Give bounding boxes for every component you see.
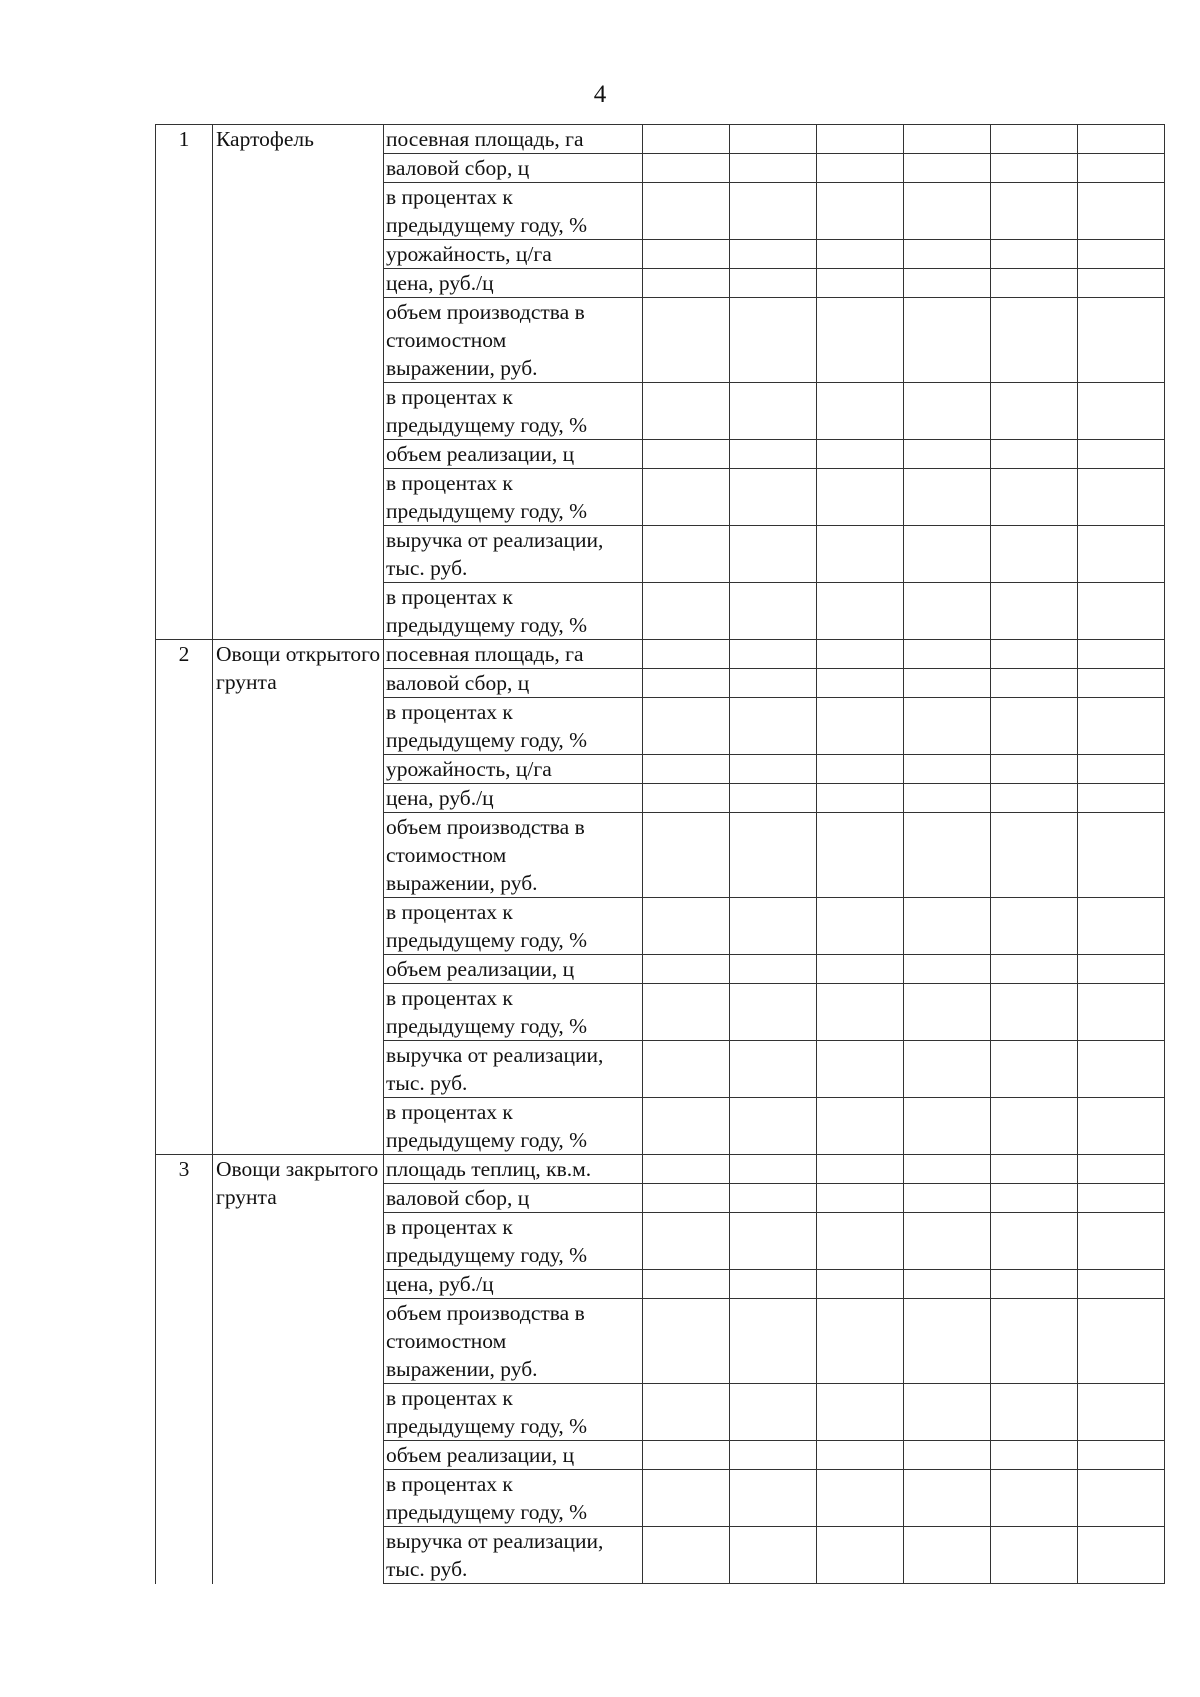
value-cell [1078, 669, 1165, 698]
value-cell [643, 955, 730, 984]
value-cell [991, 784, 1078, 813]
value-cell [991, 583, 1078, 640]
value-cell [904, 183, 991, 240]
indicator-line: стоимостном [386, 328, 507, 352]
value-cell [1078, 183, 1165, 240]
indicator-line: тыс. руб. [386, 1071, 468, 1095]
indicator-cell [384, 955, 643, 984]
value-cell [730, 813, 817, 898]
indicator-line: предыдущему году, % [386, 1414, 588, 1438]
table-row [156, 125, 1165, 154]
indicator-line: посевная площадь, га [386, 127, 584, 151]
page-number: 4 [593, 81, 607, 108]
indicator-line: в процентах к [386, 585, 513, 609]
value-cell [991, 640, 1078, 669]
indicator-cell [384, 1270, 643, 1299]
indicator-line: цена, руб./ц [386, 1272, 494, 1296]
value-cell [643, 813, 730, 898]
indicator-line: объем реализации, ц [386, 957, 575, 981]
indicator-line: предыдущему году, % [386, 1243, 588, 1267]
value-cell [730, 984, 817, 1041]
indicator-line: выручка от реализации, [386, 1043, 604, 1067]
value-cell [904, 1527, 991, 1584]
value-cell [817, 1098, 904, 1155]
value-cell [817, 955, 904, 984]
value-cell [643, 1041, 730, 1098]
value-cell [1078, 898, 1165, 955]
value-cell [643, 1384, 730, 1441]
value-cell [643, 1527, 730, 1584]
value-cell [817, 1441, 904, 1470]
value-cell [991, 240, 1078, 269]
value-cell [730, 898, 817, 955]
value-cell [904, 1098, 991, 1155]
value-cell [817, 469, 904, 526]
value-cell [817, 813, 904, 898]
value-cell [991, 526, 1078, 583]
value-cell [1078, 269, 1165, 298]
value-cell [730, 469, 817, 526]
value-cell [904, 1384, 991, 1441]
indicator-line: стоимостном [386, 843, 507, 867]
value-cell [904, 1213, 991, 1270]
value-cell [1078, 1213, 1165, 1270]
value-cell [643, 154, 730, 183]
indicator-cell [384, 1384, 643, 1441]
value-cell [817, 640, 904, 669]
value-cell [730, 784, 817, 813]
value-cell [643, 298, 730, 383]
indicator-cell [384, 469, 643, 526]
indicator-cell [384, 1299, 643, 1384]
value-cell [643, 383, 730, 440]
value-cell [817, 583, 904, 640]
value-cell [817, 1527, 904, 1584]
indicator-line: в процентах к [386, 385, 513, 409]
value-cell [1078, 984, 1165, 1041]
indicator-line: предыдущему году, % [386, 1128, 588, 1152]
indicator-line: предыдущему году, % [386, 613, 588, 637]
indicator-cell [384, 898, 643, 955]
indicator-line: тыс. руб. [386, 1557, 468, 1581]
value-cell [1078, 955, 1165, 984]
value-cell [991, 955, 1078, 984]
value-cell [904, 440, 991, 469]
indicator-cell [384, 154, 643, 183]
value-cell [1078, 1041, 1165, 1098]
value-cell [904, 240, 991, 269]
value-cell [991, 1470, 1078, 1527]
indicator-line: площадь теплиц, кв.м. [386, 1157, 592, 1181]
value-cell [817, 125, 904, 154]
value-cell [991, 755, 1078, 784]
indicator-cell [384, 1184, 643, 1213]
value-cell [643, 240, 730, 269]
indicator-line: в процентах к [386, 1100, 513, 1124]
indicator-cell [384, 755, 643, 784]
value-cell [817, 1470, 904, 1527]
value-cell [904, 269, 991, 298]
value-cell [730, 298, 817, 383]
indicator-line: урожайность, ц/га [386, 757, 552, 781]
indicator-cell [384, 669, 643, 698]
value-cell [904, 125, 991, 154]
value-cell [817, 1184, 904, 1213]
value-cell [730, 269, 817, 298]
table-row [156, 1155, 1165, 1184]
value-cell [904, 1041, 991, 1098]
indicator-line: выручка от реализации, [386, 1529, 604, 1553]
indicator-line: в процентах к [386, 1386, 513, 1410]
indicator-line: выражении, руб. [386, 1357, 538, 1381]
value-cell [643, 1441, 730, 1470]
value-cell [904, 698, 991, 755]
indicator-cell [384, 984, 643, 1041]
value-cell [643, 669, 730, 698]
value-cell [730, 125, 817, 154]
value-cell [817, 240, 904, 269]
value-cell [1078, 1270, 1165, 1299]
value-cell [1078, 1384, 1165, 1441]
value-cell [1078, 1098, 1165, 1155]
value-cell [643, 1213, 730, 1270]
indicator-cell [384, 383, 643, 440]
value-cell [817, 1041, 904, 1098]
value-cell [817, 269, 904, 298]
value-cell [1078, 583, 1165, 640]
value-cell [643, 1470, 730, 1527]
value-cell [904, 383, 991, 440]
indicator-line: в процентах к [386, 185, 513, 209]
indicator-line: предыдущему году, % [386, 1014, 588, 1038]
value-cell [817, 755, 904, 784]
value-cell [991, 984, 1078, 1041]
value-cell [904, 298, 991, 383]
value-cell [991, 1441, 1078, 1470]
value-cell [904, 469, 991, 526]
value-cell [730, 154, 817, 183]
value-cell [643, 1155, 730, 1184]
value-cell [730, 698, 817, 755]
value-cell [730, 755, 817, 784]
value-cell [1078, 784, 1165, 813]
value-cell [904, 154, 991, 183]
value-cell [1078, 1184, 1165, 1213]
value-cell [1078, 755, 1165, 784]
value-cell [1078, 125, 1165, 154]
value-cell [991, 1270, 1078, 1299]
value-cell [643, 440, 730, 469]
value-cell [991, 383, 1078, 440]
indicator-line: объем производства в [386, 815, 585, 839]
value-cell [643, 125, 730, 154]
value-cell [991, 298, 1078, 383]
value-cell [991, 183, 1078, 240]
indicator-line: объем реализации, ц [386, 1443, 575, 1467]
value-cell [817, 183, 904, 240]
indicator-line: предыдущему году, % [386, 499, 588, 523]
indicator-line: в процентах к [386, 700, 513, 724]
indicator-line: предыдущему году, % [386, 928, 588, 952]
crop-name: Картофель [213, 125, 384, 640]
value-cell [991, 125, 1078, 154]
value-cell [817, 669, 904, 698]
value-cell [730, 640, 817, 669]
value-cell [1078, 1155, 1165, 1184]
indicator-cell [384, 640, 643, 669]
value-cell [643, 526, 730, 583]
value-cell [643, 984, 730, 1041]
value-cell [991, 898, 1078, 955]
value-cell [730, 1384, 817, 1441]
value-cell [1078, 698, 1165, 755]
indicator-line: предыдущему году, % [386, 728, 588, 752]
value-cell [643, 269, 730, 298]
value-cell [1078, 383, 1165, 440]
value-cell [817, 298, 904, 383]
indicator-line: валовой сбор, ц [386, 1186, 530, 1210]
value-cell [643, 640, 730, 669]
indicator-line: объем производства в [386, 1301, 585, 1325]
value-cell [730, 1041, 817, 1098]
value-cell [991, 698, 1078, 755]
value-cell [904, 898, 991, 955]
indicators-table [155, 124, 1165, 1584]
indicator-cell [384, 813, 643, 898]
indicator-line: в процентах к [386, 986, 513, 1010]
indicator-cell [384, 1527, 643, 1584]
value-cell [991, 669, 1078, 698]
value-cell [643, 469, 730, 526]
value-cell [730, 1213, 817, 1270]
indicator-line: в процентах к [386, 1215, 513, 1239]
value-cell [904, 1184, 991, 1213]
indicator-line: предыдущему году, % [386, 213, 588, 237]
value-cell [730, 1155, 817, 1184]
value-cell [904, 784, 991, 813]
indicator-cell [384, 1098, 643, 1155]
value-cell [730, 1299, 817, 1384]
value-cell [730, 383, 817, 440]
value-cell [991, 1184, 1078, 1213]
value-cell [991, 1527, 1078, 1584]
indicator-cell [384, 1470, 643, 1527]
indicator-cell [384, 1041, 643, 1098]
value-cell [817, 1213, 904, 1270]
row-number: 3 [156, 1155, 213, 1584]
value-cell [730, 1527, 817, 1584]
value-cell [991, 1098, 1078, 1155]
value-cell [643, 755, 730, 784]
value-cell [904, 1270, 991, 1299]
value-cell [1078, 1299, 1165, 1384]
value-cell [904, 640, 991, 669]
value-cell [817, 383, 904, 440]
value-cell [904, 813, 991, 898]
value-cell [817, 984, 904, 1041]
value-cell [817, 1155, 904, 1184]
indicator-line: выражении, руб. [386, 871, 538, 895]
value-cell [1078, 813, 1165, 898]
value-cell [817, 154, 904, 183]
indicator-cell [384, 1155, 643, 1184]
indicator-cell [384, 269, 643, 298]
crop-name: Овощи открытого грунта [213, 640, 384, 1155]
indicator-line: в процентах к [386, 1472, 513, 1496]
value-cell [730, 240, 817, 269]
row-number: 1 [156, 125, 213, 640]
indicator-line: предыдущему году, % [386, 413, 588, 437]
value-cell [1078, 240, 1165, 269]
value-cell [817, 698, 904, 755]
value-cell [1078, 1527, 1165, 1584]
indicator-cell [384, 125, 643, 154]
row-number: 2 [156, 640, 213, 1155]
value-cell [730, 1441, 817, 1470]
value-cell [904, 755, 991, 784]
crop-name: Овощи закрытого грунта [213, 1155, 384, 1584]
value-cell [1078, 640, 1165, 669]
indicator-line: тыс. руб. [386, 556, 468, 580]
value-cell [817, 898, 904, 955]
indicator-cell [384, 583, 643, 640]
indicator-line: валовой сбор, ц [386, 671, 530, 695]
value-cell [730, 1270, 817, 1299]
value-cell [817, 440, 904, 469]
value-cell [730, 183, 817, 240]
value-cell [904, 669, 991, 698]
value-cell [730, 669, 817, 698]
value-cell [1078, 154, 1165, 183]
indicator-line: выражении, руб. [386, 356, 538, 380]
value-cell [991, 440, 1078, 469]
indicator-line: посевная площадь, га [386, 642, 584, 666]
value-cell [817, 1270, 904, 1299]
value-cell [1078, 1470, 1165, 1527]
value-cell [991, 1155, 1078, 1184]
value-cell [1078, 1441, 1165, 1470]
value-cell [817, 526, 904, 583]
value-cell [904, 984, 991, 1041]
value-cell [1078, 469, 1165, 526]
value-cell [1078, 298, 1165, 383]
value-cell [817, 1384, 904, 1441]
indicator-line: выручка от реализации, [386, 528, 604, 552]
value-cell [904, 583, 991, 640]
indicator-cell [384, 526, 643, 583]
value-cell [904, 526, 991, 583]
value-cell [643, 1184, 730, 1213]
value-cell [643, 1270, 730, 1299]
value-cell [904, 955, 991, 984]
value-cell [643, 898, 730, 955]
value-cell [730, 526, 817, 583]
value-cell [991, 1299, 1078, 1384]
indicator-cell [384, 1213, 643, 1270]
indicator-line: объем производства в [386, 300, 585, 324]
indicator-cell [384, 240, 643, 269]
indicator-line: цена, руб./ц [386, 786, 494, 810]
value-cell [991, 813, 1078, 898]
indicator-line: объем реализации, ц [386, 442, 575, 466]
value-cell [643, 1299, 730, 1384]
table-row [156, 640, 1165, 669]
indicator-line: валовой сбор, ц [386, 156, 530, 180]
value-cell [730, 440, 817, 469]
indicator-line: стоимостном [386, 1329, 507, 1353]
value-cell [904, 1299, 991, 1384]
value-cell [643, 784, 730, 813]
value-cell [730, 1184, 817, 1213]
value-cell [1078, 526, 1165, 583]
value-cell [730, 1470, 817, 1527]
value-cell [643, 698, 730, 755]
value-cell [1078, 440, 1165, 469]
value-cell [730, 955, 817, 984]
indicator-line: в процентах к [386, 900, 513, 924]
value-cell [991, 269, 1078, 298]
value-cell [904, 1441, 991, 1470]
indicator-cell [384, 183, 643, 240]
indicator-cell [384, 698, 643, 755]
value-cell [991, 154, 1078, 183]
value-cell [904, 1155, 991, 1184]
indicator-line: в процентах к [386, 471, 513, 495]
value-cell [991, 1384, 1078, 1441]
indicator-cell [384, 440, 643, 469]
indicator-line: урожайность, ц/га [386, 242, 552, 266]
value-cell [730, 583, 817, 640]
indicator-line: предыдущему году, % [386, 1500, 588, 1524]
indicator-line: цена, руб./ц [386, 271, 494, 295]
value-cell [817, 1299, 904, 1384]
value-cell [643, 183, 730, 240]
value-cell [817, 784, 904, 813]
value-cell [730, 1098, 817, 1155]
indicator-cell [384, 1441, 643, 1470]
value-cell [643, 583, 730, 640]
indicator-cell [384, 298, 643, 383]
value-cell [991, 469, 1078, 526]
value-cell [643, 1098, 730, 1155]
value-cell [904, 1470, 991, 1527]
value-cell [991, 1213, 1078, 1270]
indicator-cell [384, 784, 643, 813]
value-cell [991, 1041, 1078, 1098]
